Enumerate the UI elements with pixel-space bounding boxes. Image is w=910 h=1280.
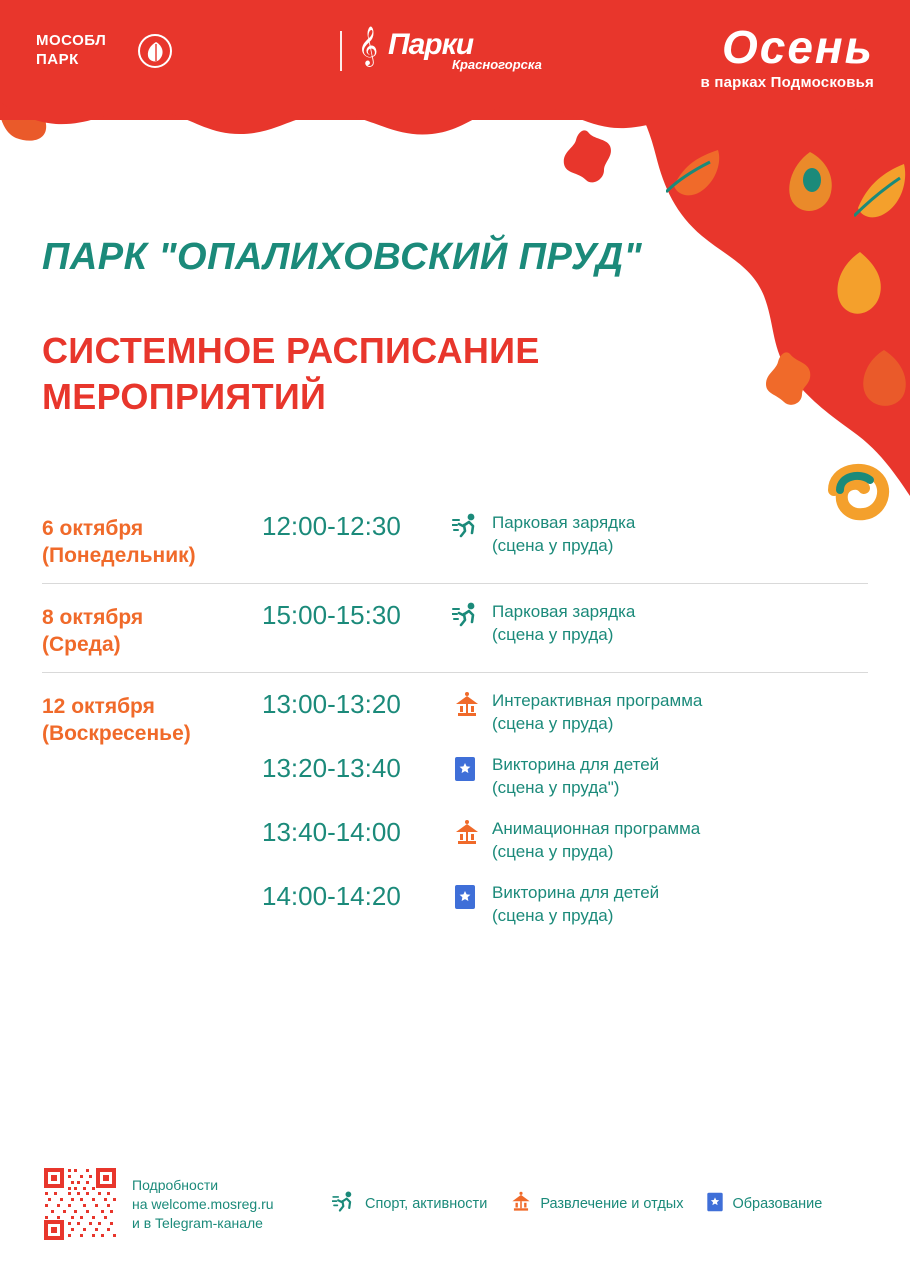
logo-divider: [340, 31, 342, 71]
event-place: (сцена у пруда): [492, 906, 614, 925]
schedule-date-line2: (Воскресенье): [42, 722, 191, 745]
event-description: [492, 881, 868, 927]
event-title: Анимационная программа: [492, 819, 701, 838]
schedule-list: [42, 505, 868, 941]
event-time: 13:00-13:20: [262, 689, 401, 719]
event-description: [492, 753, 868, 799]
schedule-row: [262, 511, 868, 557]
osen-logo: [701, 22, 874, 91]
leaf-decor-9: [860, 348, 910, 415]
event-time: 15:00-15:30: [262, 600, 401, 630]
running-icon: [452, 511, 492, 544]
legend-item-education: [705, 1191, 822, 1217]
event-description: [492, 689, 868, 735]
event-title: Викторина для детей: [492, 755, 660, 774]
mosoblpark-logo: [36, 32, 106, 70]
parki-word: Парки: [388, 28, 474, 61]
carousel-icon: [452, 689, 492, 724]
event-place: (сцена у пруда): [492, 842, 614, 861]
osen-word: Осень: [721, 21, 874, 73]
page-title-line2: МЕРОПРИЯТИЙ: [42, 376, 327, 417]
schedule-row: [262, 753, 868, 799]
footer: [42, 1166, 872, 1242]
schedule-rows: [262, 511, 868, 569]
book-icon: [452, 753, 492, 788]
footer-details-line3: и в Telegram-канале: [132, 1214, 263, 1231]
schedule-date-line2: (Понедельник): [42, 544, 196, 567]
legend-label: Образование: [732, 1196, 823, 1212]
footer-details-line2: на welcome.mosreg.ru: [132, 1195, 274, 1212]
carousel-icon: [509, 1191, 533, 1217]
schedule-date-line1: 12 октября: [42, 695, 155, 718]
schedule-group: [42, 672, 868, 941]
legend-item-entertainment: [509, 1191, 683, 1217]
event-place: (сцена у пруда): [492, 714, 614, 733]
event-time: 13:20-13:40: [262, 753, 401, 783]
schedule-date: [42, 600, 262, 658]
footer-details: [132, 1176, 322, 1233]
page-title-line1: СИСТЕМНОЕ РАСПИСАНИЕ: [42, 330, 540, 371]
leaf-icon: [138, 34, 172, 68]
qr-code[interactable]: [42, 1166, 118, 1242]
event-place: (сцена у пруда): [492, 536, 614, 555]
treble-clef-icon: 𝄞: [358, 27, 379, 65]
schedule-group: [42, 505, 868, 583]
park-title: ПАРК "ОПАЛИХОВСКИЙ ПРУД": [42, 236, 643, 278]
schedule-group: [42, 583, 868, 672]
event-title: Парковая зарядка: [492, 602, 636, 621]
event-time: 12:00-12:30: [262, 511, 401, 541]
event-place: (сцена у пруда"): [492, 778, 620, 797]
schedule-rows: [262, 600, 868, 658]
event-title: Интерактивная программа: [492, 691, 703, 710]
book-icon: [705, 1191, 725, 1217]
book-icon: [452, 881, 492, 916]
leaf-decor-8: [764, 352, 816, 415]
footer-details-line1: Подробности: [132, 1176, 219, 1193]
page-title: [42, 328, 540, 420]
leaf-decor-7: [830, 250, 890, 325]
schedule-row: [262, 689, 868, 735]
legend-label: Спорт, активности: [365, 1196, 488, 1212]
osen-subtitle: в парках Подмосковья: [700, 74, 874, 91]
event-title: Парковая зарядка: [492, 513, 636, 532]
event-description: [492, 817, 868, 863]
legend-item-sport: [332, 1191, 487, 1217]
event-time: 14:00-14:20: [262, 881, 401, 911]
schedule-rows: [262, 689, 868, 927]
schedule-date: [42, 511, 262, 569]
schedule-row: [262, 600, 868, 646]
event-place: (сцена у пруда): [492, 625, 614, 644]
running-icon: [452, 600, 492, 633]
schedule-row: [262, 881, 868, 927]
mosoblpark-line1: МОСОБЛ: [36, 32, 107, 49]
event-description: [492, 600, 868, 646]
running-icon: [332, 1191, 358, 1217]
parki-city: Красногорска: [452, 57, 542, 72]
event-description: [492, 511, 868, 557]
schedule-date: [42, 689, 262, 927]
schedule-date-line1: 6 октября: [42, 517, 144, 540]
carousel-icon: [452, 817, 492, 852]
event-title: Викторина для детей: [492, 883, 660, 902]
mosoblpark-line2: ПАРК: [36, 50, 79, 68]
schedule-row: [262, 817, 868, 863]
schedule-date-line1: 8 октября: [42, 606, 144, 629]
top-banner: [0, 0, 910, 120]
legend: [332, 1191, 822, 1217]
schedule-date-line2: (Среда): [42, 633, 121, 656]
legend-label: Развлечение и отдых: [540, 1196, 684, 1212]
event-time: 13:40-14:00: [262, 817, 401, 847]
